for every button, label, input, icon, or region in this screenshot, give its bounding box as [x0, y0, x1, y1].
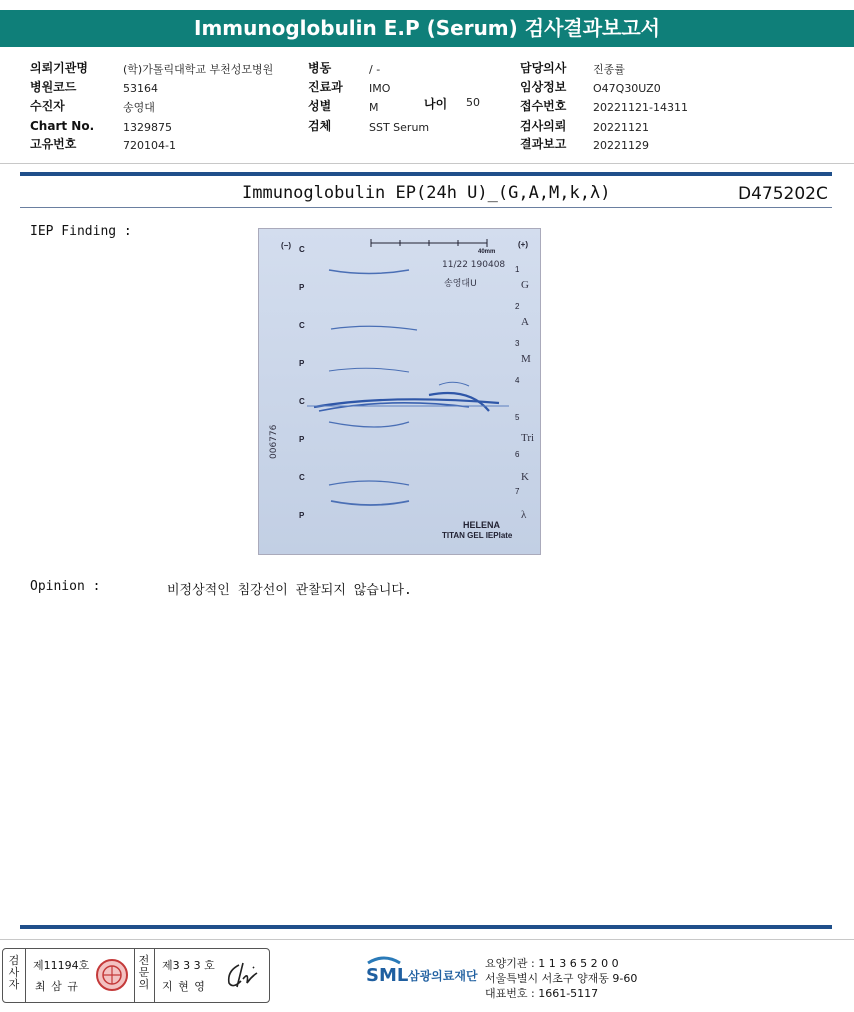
label-report-date: 결과보고 [520, 137, 567, 151]
gel-brand-product: TITAN GEL IEPlate [442, 531, 513, 540]
value-receipt-no: 20221121-14311 [593, 101, 688, 114]
label-patient: 수진자 [30, 99, 65, 113]
gel-plus-label: (+) [518, 240, 528, 249]
value-request-date: 20221121 [593, 121, 649, 134]
header-divider [0, 163, 854, 164]
value-requesting-institution: (학)가톨릭대학교 부천성모병원 [123, 63, 274, 76]
lane-number: 4 [515, 376, 520, 385]
cp-label: C [299, 473, 305, 482]
value-patient: 송영대 [123, 101, 155, 114]
sml-logo-text: SML [366, 965, 409, 986]
antiserum-label: λ [521, 509, 527, 521]
info-col-1 [30, 57, 94, 151]
value-chart-no: 1329875 [123, 121, 172, 134]
test-name: Immunoglobulin EP(24h U)_(G,A,M,k,λ) [242, 183, 611, 203]
sml-logo [364, 955, 409, 993]
label-department: 진료과 [308, 80, 343, 94]
label-hospital-code: 병원코드 [30, 80, 77, 94]
info-col-3-values [593, 58, 688, 152]
antiserum-label: Tri [521, 432, 535, 444]
signer1-name: 최 삼 규 [35, 980, 79, 993]
value-physician: 진종률 [593, 63, 625, 76]
gel-cp-labels [299, 245, 305, 549]
signature-box [2, 948, 270, 1003]
gel-scale-label: 40mm [478, 249, 496, 255]
info-col-2-values [369, 58, 429, 134]
label-age: 나이 [424, 97, 448, 111]
value-unique-no: 720104-1 [123, 139, 176, 152]
label-sex: 성별 [308, 99, 332, 113]
antiserum-label: K [521, 471, 529, 483]
label-chart-no: Chart No. [30, 119, 95, 133]
report-title: Immunoglobulin E.P (Serum) 검사결과보고서 [0, 10, 854, 47]
gel-patient: 송영대U [444, 279, 477, 289]
info-col-2 [308, 57, 343, 133]
signer1-role: 검사자 [8, 954, 20, 991]
finding-label: IEP Finding : [30, 224, 132, 239]
opinion-text: 비정상적인 침강선이 관찰되지 않습니다. [167, 583, 412, 598]
box-divider [134, 949, 135, 1002]
label-receipt-no: 접수번호 [520, 99, 567, 113]
lane-number: 1 [515, 265, 520, 274]
test-underline [20, 207, 832, 208]
gel-brand: HELENA [463, 520, 501, 530]
cp-label: P [299, 359, 305, 368]
lane-number: 7 [515, 487, 520, 496]
cp-label: C [299, 397, 305, 406]
cp-label: P [299, 283, 305, 292]
box-divider [154, 949, 155, 1002]
value-clinical-info: O47Q30UZ0 [593, 82, 661, 95]
gel-lane-numbers [515, 265, 519, 524]
value-specimen: SST Serum [369, 121, 430, 134]
lane-number: 6 [515, 450, 520, 459]
signer2-role: 전문의 [138, 954, 150, 991]
label-ward: 병동 [308, 61, 332, 75]
label-specimen: 검체 [308, 119, 332, 133]
antiserum-label: G [521, 279, 529, 291]
antiserum-label: M [521, 353, 531, 365]
section-rule-top [20, 172, 832, 176]
org-facility-code: 요양기관 : 1 1 3 6 5 2 0 0 [485, 957, 619, 970]
label-physician: 담당의사 [520, 61, 567, 75]
footer-divider [0, 939, 854, 940]
value-report-date: 20221129 [593, 139, 649, 152]
cp-label: C [299, 245, 305, 254]
seal-stamp-icon [95, 958, 129, 992]
lane-number: 2 [515, 302, 520, 311]
signer2-name: 지 현 영 [162, 980, 206, 993]
gel-minus-label: (−) [281, 241, 291, 250]
section-rule-bottom [20, 925, 832, 929]
signature-icon [223, 959, 263, 993]
org-contact [485, 956, 637, 1001]
label-clinical-info: 임상정보 [520, 80, 567, 94]
box-divider [25, 949, 26, 1002]
label-unique-no: 고유번호 [30, 137, 77, 151]
gel-antisera-labels [521, 279, 534, 521]
org-name: 삼광의료재단 [408, 969, 478, 983]
antiserum-label: A [521, 316, 529, 328]
info-col-3 [520, 57, 566, 151]
gel-date: 11/22 190408 [442, 260, 506, 270]
cp-label: P [299, 435, 305, 444]
cp-label: P [299, 511, 305, 520]
value-ward: / - [369, 63, 381, 76]
test-code: D475202C [738, 184, 828, 204]
cp-label: C [299, 321, 305, 330]
gel-side-id: 006776 [269, 424, 279, 459]
lane-number: 5 [515, 413, 520, 422]
org-address: 서울특별시 서초구 양재동 9-60 [485, 972, 638, 985]
value-age: 50 [466, 96, 480, 109]
org-phone: 대표번호 : 1661-5117 [485, 987, 599, 1000]
iep-gel-image [258, 228, 541, 555]
lane-number: 3 [515, 339, 520, 348]
signer1-license: 제11194호 [33, 959, 90, 972]
info-col-1-values [123, 58, 273, 152]
value-sex: M [369, 101, 379, 114]
value-department: IMO [369, 82, 391, 95]
signer2-license: 제3 3 3 호 [162, 959, 215, 972]
label-requesting-institution: 의뢰기관명 [30, 61, 88, 75]
opinion-label: Opinion : [30, 579, 101, 594]
value-hospital-code: 53164 [123, 82, 158, 95]
label-request-date: 검사의뢰 [520, 119, 567, 133]
